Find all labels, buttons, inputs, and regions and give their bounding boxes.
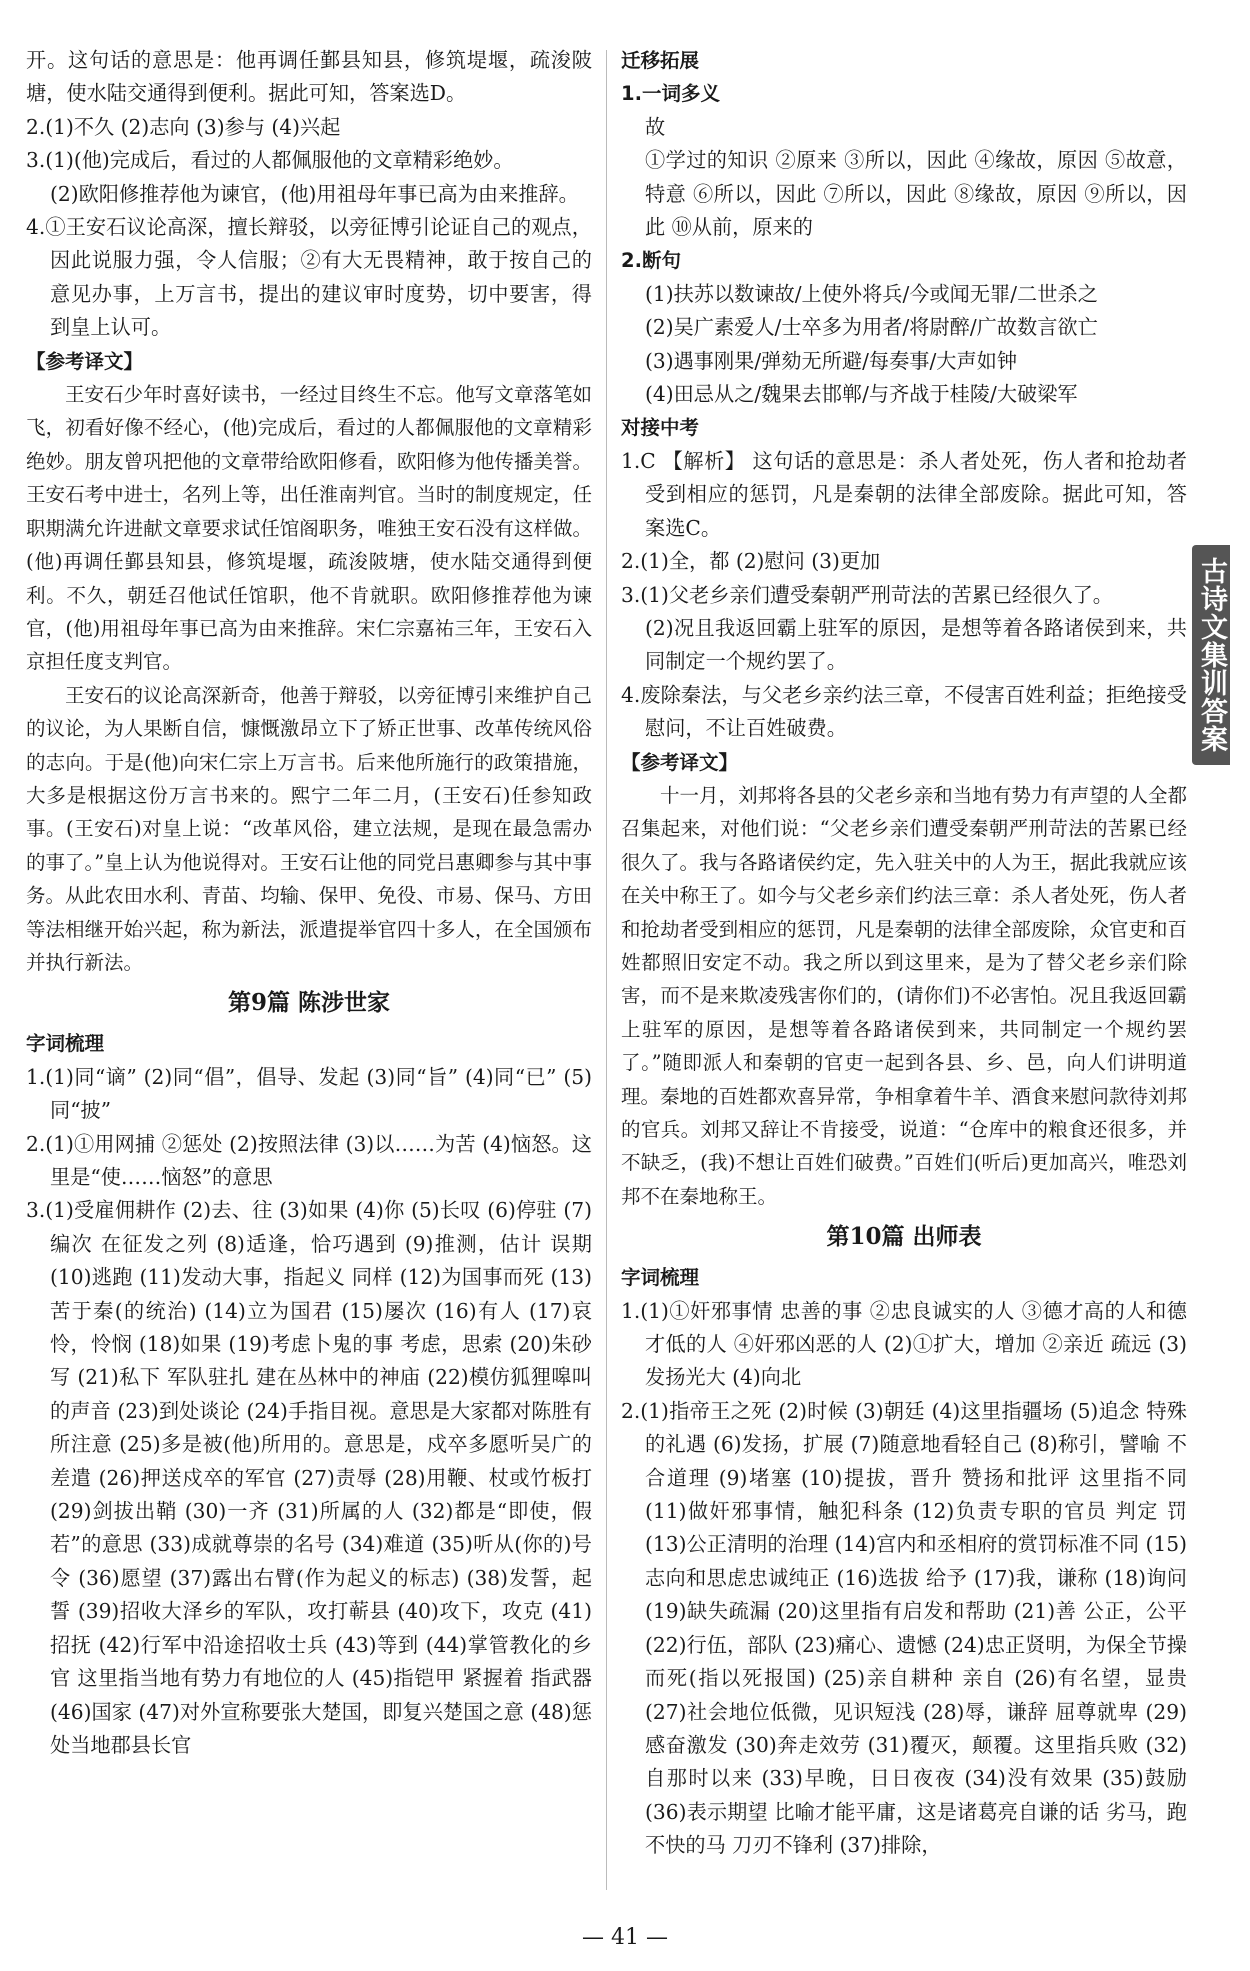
- left-block-0: 开。这句话的意思是：他再调任鄞县知县，修筑堤堰，疏浚陂塘，使水陆交通得到便利。据此可知，答案选D。: [26, 48, 592, 106]
- right-block-11: 2.(1)全，都 (2)慰问 (3)更加: [621, 549, 881, 574]
- left-block-6: 王安石少年时喜好读书，一经过目终生不忘。他写文章落笔如飞，初看好像不经心，(他)完成后，看过的人都佩服他的文章精彩绝妙。朋友曾巩把他的文章带给欧阳修看，欧阳修为他传播美誉。王安石考中进士，名列上等，出任淮南判官。当时的制度规定，任职期满允许进献文章要求试任馆阁职务，唯独王安石没有这样做。(他)再调任鄞县知县，修筑堤堰，疏浚陂塘，使水陆交通得到便利。不久，朝廷召他试任馆职，他不肯就职。欧阳修推荐他为谏官，(他)用祖母年事已高为由来推辞。宋仁宗嘉祐三年，王安石入京担任度支判官。: [26, 383, 592, 674]
- right-block-7: (3)遇事刚果/弹劾无所避/每奏事/大声如钟: [645, 348, 1018, 373]
- right-block-16: 十一月，刘邦将各县的父老乡亲和当地有势力有声望的人全都召集起来，对他们说：“父老乡亲们遭受秦朝严刑苛法的苦累已经很久了。我与各路诸侯约定，先入驻关中的人为王，据此我就应该在关中称王了。如今与父老乡亲们约法三章：杀人者处死，伤人者和抢劫者受到相应的惩罚，凡是秦朝的法律全部废除，众官吏和百姓都照旧安定不动。我之所以到这里来，是为了替父老乡亲们除害，而不是来欺凌残害你们的，(请你们)不必害怕。况且我返回霸上驻军的原因，是想等着各路诸侯到来，共同制定一个规约罢了。”随即派人和秦朝的官吏一起到各县、乡、邑，向人们讲明道理。秦地的百姓都欢喜异常，争相拿着牛羊、酒食来慰问款待刘邦的官兵。刘邦又辞让不肯接受，说道：“仓库中的粮食还很多，并不缺乏，(我)不想让百姓们破费。”百姓们(听后)更加高兴，唯恐刘邦不在秦地称王。: [621, 783, 1187, 1208]
- page-number: — 41 —: [582, 1925, 668, 1950]
- right-block-5: (1)扶苏以数谏故/上使外将兵/今或闻无罪/二世杀之: [645, 281, 1098, 306]
- right-block-4: 2.断句: [621, 249, 681, 273]
- right-block-14: 4.废除秦法，与父老乡亲约法三章，不侵害百姓利益；拒绝接受慰问，不让百姓破费。: [621, 682, 1187, 741]
- left-column: [26, 44, 592, 1762]
- right-block-15: 【参考译文】: [621, 750, 739, 774]
- right-block-13: (2)况且我返回霸上驻军的原因，是想等着各路诸侯到来，共同制定一个规约罢了。: [645, 615, 1187, 674]
- left-block-1: 2.(1)不久 (2)志向 (3)参与 (4)兴起: [26, 114, 341, 139]
- left-block-10: 1.(1)同“谪” (2)同“倡”，倡导、发起 (3)同“旨” (4)同“已” (5)同“披”: [26, 1064, 592, 1123]
- right-block-20: 2.(1)指帝王之死 (2)时候 (3)朝廷 (4)这里指疆场 (5)追念 特殊的礼遇 (6)发扬，扩展 (7)随意地看轻自己 (8)称引，譬喻 不合道理 (9)堵塞 (10)提拔，晋升 赞扬和批评 这里指不同 (11)做奸邪事情，触犯科条 (12)负责专职的官员 判定 罚 (13)公正清明的治理 (14)宫内和丞相府的赏罚标准不同 (15)志向和思虑忠诚纯正 (16)选拔 给予 (17)我，谦称 (18)询问 (19)缺失疏漏 (20)这里指有启发和帮助 (21)善 公正，公平 (22)行伍，部队 (23)痛心、遗憾 (24)忠正贤明，为保全节操而死(指以死报国) (25)亲自耕种 亲自 (26)有名望，显贵 (27)社会地位低微，见识短浅 (28)辱，谦辞 屈尊就卑 (29)感奋激发 (30)奔走效劳 (31)覆灭，颠覆。这里指兵败 (32)自那时以来 (33)早晚，日日夜夜 (34)没有效果 (35)鼓励 (36)表示期望 比喻才能平庸，这是诸葛亮自谦的话 劣马，跑不快的马 刀刃不锋利 (37)排除，: [621, 1398, 1187, 1858]
- right-column: [621, 44, 1187, 1863]
- right-block-6: (2)吴广素爱人/士卒多为用者/将尉醉/广故数言欲亡: [645, 315, 1098, 340]
- right-block-8: (4)田忌从之/魏果去邯郸/与齐战于桂陵/大破梁军: [645, 382, 1078, 407]
- right-block-12: 3.(1)父老乡亲们遭受秦朝严刑苛法的苦累已经很久了。: [621, 582, 1113, 607]
- left-block-12: 3.(1)受雇佣耕作 (2)去、往 (3)如果 (4)你 (5)长叹 (6)停驻 (7)编次 在征发之列 (8)适逢，恰巧遇到 (9)推测，估计 误期 (10)逃跑 (11)发动大事，指起义 同样 (12)为国事而死 (13)苦于秦(的统治) (14)立为国君 (15)屡次 (16)有人 (17)哀怜，怜悯 (18)如果 (19)考虑卜鬼的事 考虑，思索 (20)朱砂写 (21)私下 军队驻扎 建在丛林中的神庙 (22)模仿狐狸嗥叫的声音 (23)到处谈论 (24)手指目视。意思是大家都对陈胜有所注意 (25)多是被(他)所用的。意思是，戍卒多愿听吴广的差遣 (26)押送戍卒的军官 (27)责辱 (28)用鞭、杖或竹板打 (29)剑拔出鞘 (30)一齐 (31)所属的人 (32)都是“即使，假若”的意思 (33)成就尊崇的名号 (34)难道 (35)听从(你的)号令 (36)愿望 (37)露出右臂(作为起义的标志) (38)发誓，起誓 (39)招收大泽乡的军队，攻打蕲县 (40)攻下，攻克 (41)招抚 (42)行军中沿途招收士兵 (43)等到 (44)掌管教化的乡官 这里指当地有势力有地位的人 (45)指铠甲 紧握着 指武器 (46)国家 (47)对外宣称要张大楚国，即复兴楚国之意 (48)惩处当地郡县长官: [26, 1198, 592, 1757]
- left-block-7: 王安石的议论高深新奇，他善于辩驳，以旁征博引来维护自己的议论，为人果断自信，慷慨激昂立下了矫正世事、改革传统风俗的志向。于是(他)向宋仁宗上万言书。后来他所施行的政策措施，大多是根据这份万言书来的。熙宁二年二月，(王安石)任参知政事。(王安石)对皇上说：“改革风俗，建立法规，是现在最急需办的事了。”皇上认为他说得对。王安石让他的同党吕惠卿参与其中事务。从此农田水利、青苗、均输、保甲、免役、市易、保马、方田等法相继开始兴起，称为新法，派遣提举官四十多人，在全国颁布并执行新法。: [26, 683, 592, 974]
- right-block-3: ①学过的知识 ②原来 ③所以，因此 ④缘故，原因 ⑤故意，特意 ⑥所以，因此 ⑦所以，因此 ⑧缘故，原因 ⑨所以，因此 ⑩从前，原来的: [645, 148, 1187, 240]
- left-block-4: 4.①王安石议论高深，擅长辩驳，以旁征博引论证自己的观点，因此说服力强，令人信服；②有大无畏精神，敢于按自己的意见办事，上万言书，提出的建议审时度势，切中要害，得到皇上认可。: [26, 215, 592, 340]
- right-block-10: 1.C 【解析】 这句话的意思是：杀人者处死，伤人者和抢劫者受到相应的惩罚，凡是秦朝的法律全部废除。据此可知，答案选C。: [621, 448, 1187, 540]
- column-divider: [606, 50, 607, 1890]
- right-block-19: 1.(1)①奸邪事情 忠善的事 ②忠良诚实的人 ③德才高的人和德才低的人 ④奸邪凶恶的人 (2)①扩大，增加 ②亲近 疏远 (3)发扬光大 (4)向北: [621, 1298, 1187, 1390]
- section-tab: 古诗文集训答案: [1192, 545, 1230, 765]
- left-block-11: 2.(1)①用网捕 ②惩处 (2)按照法律 (3)以……为苦 (4)恼怒。这里是“使……恼怒”的意思: [26, 1131, 592, 1189]
- right-block-18: 字词梳理: [621, 1266, 700, 1290]
- left-block-5: 【参考译文】: [26, 349, 144, 373]
- right-block-2: 故: [645, 114, 666, 139]
- left-block-8: 第9篇 陈涉世家: [227, 989, 390, 1017]
- left-block-2: 3.(1)(他)完成后，看过的人都佩服他的文章精彩绝妙。: [26, 148, 514, 173]
- left-block-9: 字词梳理: [26, 1032, 105, 1056]
- right-block-0: 迁移拓展: [621, 49, 700, 72]
- right-block-9: 对接中考: [621, 416, 700, 440]
- right-block-17: 第10篇 出师表: [826, 1223, 982, 1251]
- right-block-1: 1.一词多义: [621, 82, 720, 106]
- left-block-3: (2)欧阳修推荐他为谏官，(他)用祖母年事已高为由来推辞。: [50, 181, 579, 206]
